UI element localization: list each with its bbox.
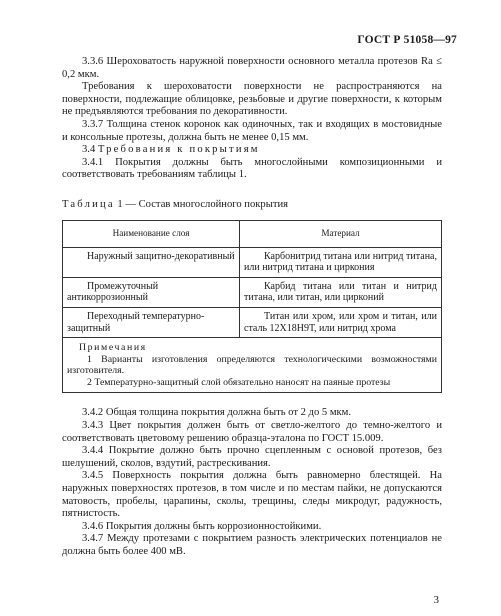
- section-number: 3.4: [82, 144, 98, 156]
- layer-name-cell: Наружный защитно-декоративный: [63, 247, 240, 277]
- material-cell: Карбид титана или титан и нитрид титана, или титан, или цирконий: [240, 277, 442, 307]
- table-caption: [62, 199, 442, 212]
- section-heading-3-4: [62, 144, 442, 157]
- table-notes: [63, 338, 442, 393]
- header-material: Материал: [240, 220, 442, 247]
- paragraph-3-4-3: 3.4.3 Цвет покрытия должен быть от светло-желтого до темно-желтого и соответствовать цветовому решению образца-эталона по ГОСТ 15.009.: [62, 420, 442, 444]
- note-2: 2 Температурно-защитный слой обязательно наносят на паяные протезы: [87, 376, 391, 388]
- paragraph-roughness-req: Требования к шероховатости поверхности не распространяются на поверхности, подлежащие облицовке, резьбовые и другие поверхности, к которым не предъявляются требования по декоративности.: [62, 81, 442, 118]
- page-number: 3: [433, 594, 439, 606]
- paragraph-3-3-7: 3.3.7 Толщина стенок коронок как одиночных, так и входящих в мостовидные и консольные протезы, должна быть не менее 0,15 мм.: [62, 118, 442, 143]
- paragraph-3-4-4: 3.4.4 Покрытие должно быть прочно сцепленным с основой протезов, без шелушений, сколов, вздутий, растрескивания.: [62, 445, 442, 469]
- paragraphs-after-table: [62, 407, 442, 558]
- note-1: 1 Варианты изготовления определяются технологическими возможностями изготовителя.: [67, 353, 437, 377]
- layer-name-cell: Промежуточный антикоррозионный: [63, 277, 240, 307]
- material-cell: Карбонитрид титана или нитрид титана, или нитрид титана и циркония: [240, 247, 442, 277]
- paragraph-3-4-5: 3.4.5 Поверхность покрытия должна быть равномерно блестящей. На наружных поверхностях протезов, в том числе и по местам пайки, не допускаются матовость, пробелы, царапины, сколы, трещины, следы микродуг, радужность, пятнистость.: [62, 470, 442, 520]
- material-cell: Титан или хром, или хром и титан, или сталь 12Х18Н9Т, или нитрид хрома: [240, 307, 442, 337]
- paragraph-3-4-6: 3.4.6 Покрытия должны быть коррозионностойкими.: [82, 520, 322, 532]
- table-row: [63, 277, 442, 307]
- paragraph-3-3-6: 3.3.6 Шероховатость наружной поверхности основного металла протезов Ra ≤ 0,2 мкм.: [62, 56, 442, 80]
- header-layer-name: Наименование слоя: [63, 220, 240, 247]
- table-caption-text: 1 — Состав многослойного покрытия: [114, 198, 289, 210]
- paragraph-3-4-7: 3.4.7 Между протезами с покрытием разность электрических потенциалов не должна быть более 400 мВ.: [62, 533, 442, 557]
- table-row: [63, 307, 442, 337]
- paragraph-3-4-2: 3.4.2 Общая толщина покрытия должна быть от 2 до 5 мкм.: [82, 407, 352, 419]
- table-notes-row: [63, 338, 442, 393]
- table-header-row: [63, 220, 442, 247]
- document-body: [62, 56, 442, 559]
- standard-header: ГОСТ Р 51058—97: [357, 34, 457, 46]
- paragraph-3-4-1: 3.4.1 Покрытия должны быть многослойными композиционными и соответствовать требованиям таблицы 1.: [62, 156, 442, 181]
- layer-name-cell: Переходный температурно-защитный: [63, 307, 240, 337]
- table-row: [63, 247, 442, 277]
- coating-table: [62, 220, 442, 394]
- table-caption-label: Таблица: [62, 198, 115, 210]
- notes-title: Примечания: [79, 342, 147, 354]
- section-title: Требования к покрытиям: [97, 144, 260, 156]
